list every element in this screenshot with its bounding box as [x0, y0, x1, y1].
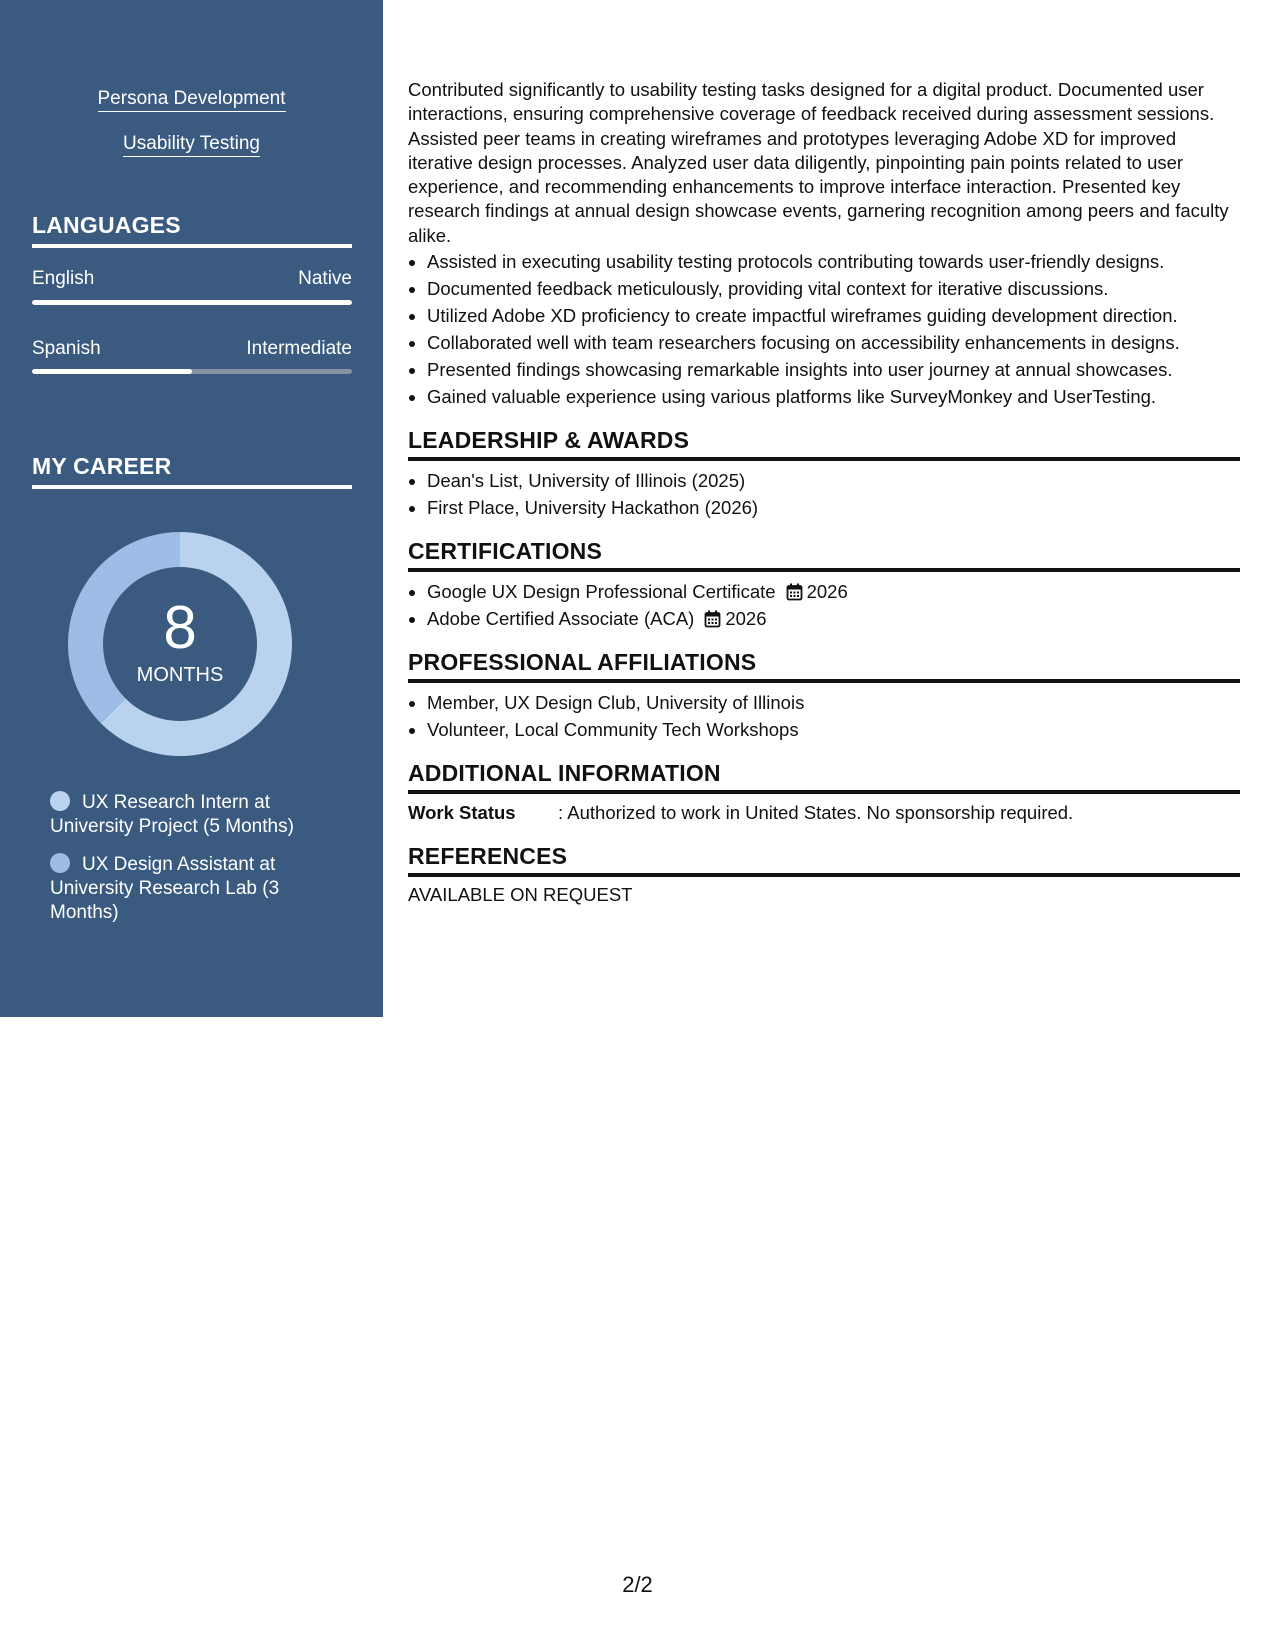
- language-name: Spanish: [32, 338, 101, 359]
- language-proficiency-bar: [32, 369, 352, 374]
- list-item: • Member, UX Design Club, University of Illinois: [427, 689, 1240, 716]
- affiliations-heading: PROFESSIONAL AFFILIATIONS: [408, 648, 1240, 683]
- language-proficiency-fill: [32, 300, 352, 305]
- career-legend-label: UX Research Intern at University Project (5 Months): [50, 792, 294, 837]
- language-name: English: [32, 268, 95, 289]
- calendar-icon: [704, 610, 721, 628]
- list-item: • Dean's List, University of Illinois (2025): [427, 467, 1240, 494]
- list-item: [427, 578, 1240, 605]
- list-item: • Utilized Adobe XD proficiency to create impactful wireframes guiding development direction.: [427, 302, 1240, 329]
- career-legend-dot: [50, 853, 70, 873]
- list-item: • Documented feedback meticulously, providing vital context for iterative discussions.: [427, 275, 1240, 302]
- career-legend-item: [50, 853, 310, 925]
- calendar-icon: [786, 583, 803, 601]
- career-legend-dot: [50, 791, 70, 811]
- references-heading: REFERENCES: [408, 842, 1240, 877]
- language-level: Native: [298, 268, 352, 289]
- language-row: [32, 337, 352, 361]
- experience-summary: Contributed significantly to usability testing tasks designed for a digital product. Documented user interactions, ensuring comprehensive coverage of feedback received during assessment sessions. Assisted peer teams in creating wireframes and prototypes leveraging Adobe XD for improved iterative design processes. Analyzed user data diligently, pinpointing pain points related to user experience, and recommending enhancements to improve interface interaction. Presented key research findings at annual design showcase events, garnering recognition among peers and faculty alike.: [408, 79, 1229, 246]
- skill-item: [0, 88, 383, 112]
- list-item: • Assisted in executing usability testing protocols contributing towards user-friendly designs.: [427, 248, 1240, 275]
- experience-bullets: [408, 248, 1240, 410]
- certification-year: 2026: [806, 581, 848, 603]
- list-item: • Gained valuable experience using various platforms like SurveyMonkey and UserTesting.: [427, 383, 1240, 410]
- references-text: AVAILABLE ON REQUEST: [408, 884, 633, 906]
- career-total-unit: MONTHS: [136, 664, 224, 686]
- career-total-months: 8: [163, 594, 197, 661]
- languages-heading: LANGUAGES: [32, 211, 352, 248]
- language-proficiency-fill: [32, 369, 192, 374]
- career-legend-label: UX Design Assistant at University Research Lab (3 Months): [50, 854, 280, 923]
- skill-label: Persona Development: [98, 88, 286, 112]
- skill-label: Usability Testing: [123, 133, 260, 157]
- additional-info-heading: ADDITIONAL INFORMATION: [408, 759, 1240, 794]
- main-content: [408, 78, 1240, 907]
- certification-name: Google UX Design Professional Certificate: [427, 581, 776, 603]
- affiliations-list: [408, 689, 1240, 743]
- certifications-heading: CERTIFICATIONS: [408, 537, 1240, 572]
- list-item: • Collaborated well with team researchers focusing on accessibility enhancements in designs.: [427, 329, 1240, 356]
- sidebar: [0, 0, 383, 1017]
- language-level: Intermediate: [246, 338, 352, 359]
- career-donut-chart: [66, 530, 294, 758]
- awards-list: [408, 467, 1240, 521]
- list-item: [427, 605, 1240, 632]
- awards-heading: LEADERSHIP & AWARDS: [408, 426, 1240, 461]
- certification-year: 2026: [725, 608, 767, 630]
- list-item: • Presented findings showcasing remarkable insights into user journey at annual showcases.: [427, 356, 1240, 383]
- certification-name: Adobe Certified Associate (ACA): [427, 608, 695, 630]
- work-status-label: Work Status: [408, 802, 516, 824]
- skill-item: [0, 133, 383, 157]
- certifications-list: [408, 578, 1240, 632]
- work-status-value: : Authorized to work in United States. No sponsorship required.: [558, 802, 1074, 824]
- language-row: [32, 267, 352, 291]
- list-item: • First Place, University Hackathon (2026): [427, 494, 1240, 521]
- work-status-row: [408, 800, 1240, 826]
- list-item: • Volunteer, Local Community Tech Workshops: [427, 716, 1240, 743]
- career-legend-item: [50, 791, 310, 839]
- language-proficiency-bar: [32, 300, 352, 305]
- career-heading: MY CAREER: [32, 452, 352, 489]
- page-number: 2/2: [622, 1572, 653, 1597]
